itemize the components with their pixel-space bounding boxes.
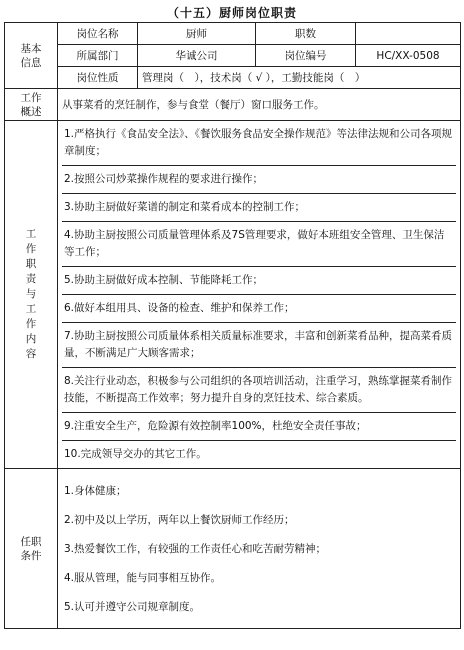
basic-row-2 <box>5 45 461 67</box>
basic-row-3 <box>5 67 461 89</box>
duties-header <box>5 121 58 469</box>
department-label: 所属部门 <box>58 45 138 67</box>
basic-info-label: 基本信息 <box>20 42 42 69</box>
page-title: （十五）厨师岗位职责 <box>166 6 297 20</box>
duty-item: 3.协助主厨做好菜谱的制定和菜肴成本的控制工作； <box>62 194 456 222</box>
duty-item: 6.做好本组用具、设备的检查、维护和保养工作； <box>62 295 456 323</box>
duties-row <box>5 121 461 469</box>
requirement-item: 1.身体健康； <box>64 485 127 497</box>
duty-item: 10.完成领导交办的其它工作。 <box>64 448 207 460</box>
requirements-header <box>5 469 58 629</box>
requirement-item: 5.认可并遵守公司规章制度。 <box>64 601 201 613</box>
overview-label: 工作概述 <box>20 91 42 118</box>
requirements-list <box>58 469 461 629</box>
duty-item: 4.协助主厨按照公司质量管理体系及7S管理要求，做好本班组安全管理、卫生保洁等工作； <box>62 222 456 267</box>
position-code-value: HC/XX-0508 <box>356 45 461 67</box>
position-nature-value: 管理岗（ ），技术岗（ √ ），工勤技能岗（ ） <box>138 67 461 89</box>
requirements-row <box>5 469 461 629</box>
duty-item: 5.协助主厨做好成本控制、节能降耗工作； <box>62 267 456 295</box>
basic-info-header <box>5 23 58 89</box>
basic-row-1 <box>5 23 461 45</box>
duties-label: 工作职责与工作内容 <box>25 228 37 360</box>
headcount-label: 职数 <box>256 23 356 45</box>
department-value: 华诚公司 <box>138 45 256 67</box>
duties-list <box>58 121 461 469</box>
headcount-value <box>356 23 461 45</box>
position-nature-label: 岗位性质 <box>58 67 138 89</box>
overview-row <box>5 89 461 121</box>
requirements-label: 任职条件 <box>20 535 42 562</box>
duty-item: 7.协助主厨按照公司质量体系相关质量标准要求，丰富和创新菜肴品种，提高菜肴质量，不断满足广大顾客需求； <box>62 323 456 368</box>
duty-item: 9.注重安全生产，危险源有效控制率100%，杜绝安全责任事故； <box>62 413 456 441</box>
requirement-item: 3.热爱餐饮工作，有较强的工作责任心和吃苦耐劳精神； <box>64 543 327 555</box>
overview-header <box>5 89 58 121</box>
requirement-item: 2.初中及以上学历，两年以上餐饮厨师工作经历； <box>64 514 295 526</box>
duty-item: 8.关注行业动态，积极参与公司组织的各项培训活动，注重学习，熟练掌握菜肴制作技能，不断提高工作效率；努力提升自身的烹饪技术、综合素质。 <box>62 368 456 413</box>
job-description-table <box>4 22 461 629</box>
requirement-item: 4.服从管理，能与同事相互协作。 <box>64 572 222 584</box>
overview-text: 从事菜肴的烹饪制作，参与食堂（餐厅）窗口服务工作。 <box>58 89 461 121</box>
position-name-value: 厨师 <box>138 23 256 45</box>
position-code-label: 岗位编号 <box>256 45 356 67</box>
duty-item: 1.严格执行《食品安全法》、《餐饮服务食品安全操作规范》等法律法规和公司各项规章制度； <box>62 121 456 166</box>
duty-item: 2.按照公司炒菜操作规程的要求进行操作； <box>62 166 456 194</box>
position-name-label: 岗位名称 <box>58 23 138 45</box>
